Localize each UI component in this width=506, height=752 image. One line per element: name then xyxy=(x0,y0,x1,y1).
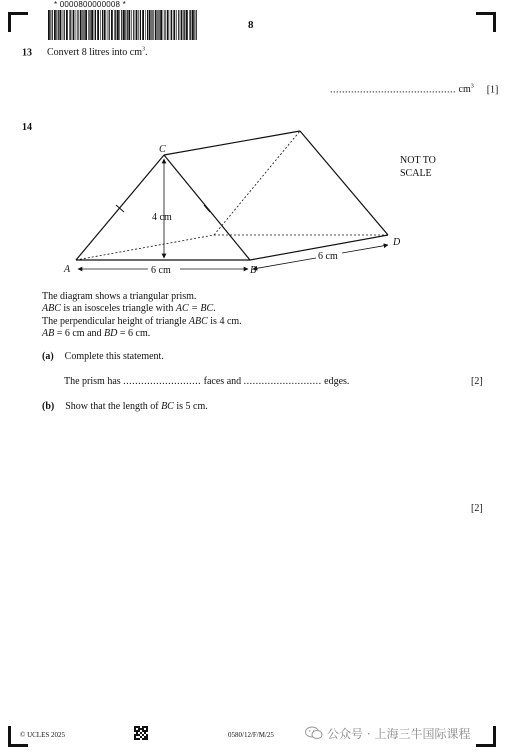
not-to-scale-label: NOT TO SCALE xyxy=(400,155,436,179)
footer-code: 0580/12/F/M/25 xyxy=(228,731,274,739)
info-line-2: ABC is an isosceles triangle with AC = BC. xyxy=(42,303,216,315)
answer-dots: .......................................... xyxy=(330,84,456,96)
question-number: 13 xyxy=(22,47,32,59)
corner-mark-top-left-v xyxy=(8,12,11,32)
corner-mark-top-left xyxy=(8,12,28,15)
part-a-statement: The prism has .......................... faces and .......................... edges. xyxy=(64,376,350,387)
label-BD: 6 cm xyxy=(318,251,338,262)
mark-allocation: [1] xyxy=(486,84,499,96)
page-number: 8 xyxy=(248,19,254,31)
edges-answer-dots[interactable]: .......................... xyxy=(243,376,322,387)
label-D: D xyxy=(393,237,401,248)
label-height: 4 cm xyxy=(152,212,172,223)
edge-top-D xyxy=(300,131,388,235)
watermark-text: 公众号 · 上海三牛国际课程 xyxy=(327,726,471,741)
info-line-3: The perpendicular height of triangle ABC is 4 cm. xyxy=(42,315,242,327)
edge-C-top xyxy=(164,131,300,155)
corner-mark-bottom-left xyxy=(8,744,28,747)
arrow-BD-left xyxy=(253,258,316,269)
footer-copyright: © UCLES 2025 xyxy=(20,731,65,739)
part-a-text: Complete this statement. xyxy=(64,351,164,362)
barcode-text: * 0000800000008 * xyxy=(54,0,126,9)
faces-answer-dots[interactable]: .......................... xyxy=(123,376,202,387)
part-b-text: Show that the length of BC is 5 cm. xyxy=(65,401,208,412)
info-line-4: AB = 6 cm and BD = 6 cm. xyxy=(42,327,151,339)
question-14-number: 14 xyxy=(22,122,32,133)
barcode-image xyxy=(48,10,200,40)
label-A: A xyxy=(64,264,71,275)
tick-CB xyxy=(204,205,210,212)
answer-unit: $cm^3$ xyxy=(458,84,474,96)
q14-info xyxy=(42,291,242,340)
corner-mark-top-right-v xyxy=(493,12,496,32)
part-a-label: (a) xyxy=(42,351,54,362)
part-b-label: (b) xyxy=(42,401,55,412)
q13-answer-line xyxy=(330,84,498,95)
label-C: C xyxy=(159,144,166,155)
hidden-edge-back-top xyxy=(214,131,300,235)
part-b xyxy=(42,401,208,412)
label-B: B xyxy=(250,265,257,276)
watermark xyxy=(305,722,500,744)
edge-CB xyxy=(164,155,250,260)
part-b-mark: [2] xyxy=(471,503,483,514)
label-AB: 6 cm xyxy=(151,265,171,276)
part-a xyxy=(42,351,164,362)
info-line-1: The diagram shows a triangular prism. xyxy=(42,291,197,302)
part-a-mark: [2] xyxy=(471,376,483,387)
corner-mark-bottom-left-v xyxy=(8,726,11,747)
qr-code-image xyxy=(134,726,148,740)
wechat-icon xyxy=(305,726,323,740)
arrow-BD-right xyxy=(342,245,388,253)
edge-AC xyxy=(76,155,164,260)
triangular-prism-diagram xyxy=(60,125,410,285)
question-text: Convert 8 litres into $cm^3$. xyxy=(47,47,148,59)
hidden-edge-A-back xyxy=(76,235,214,260)
question-13 xyxy=(22,47,148,58)
